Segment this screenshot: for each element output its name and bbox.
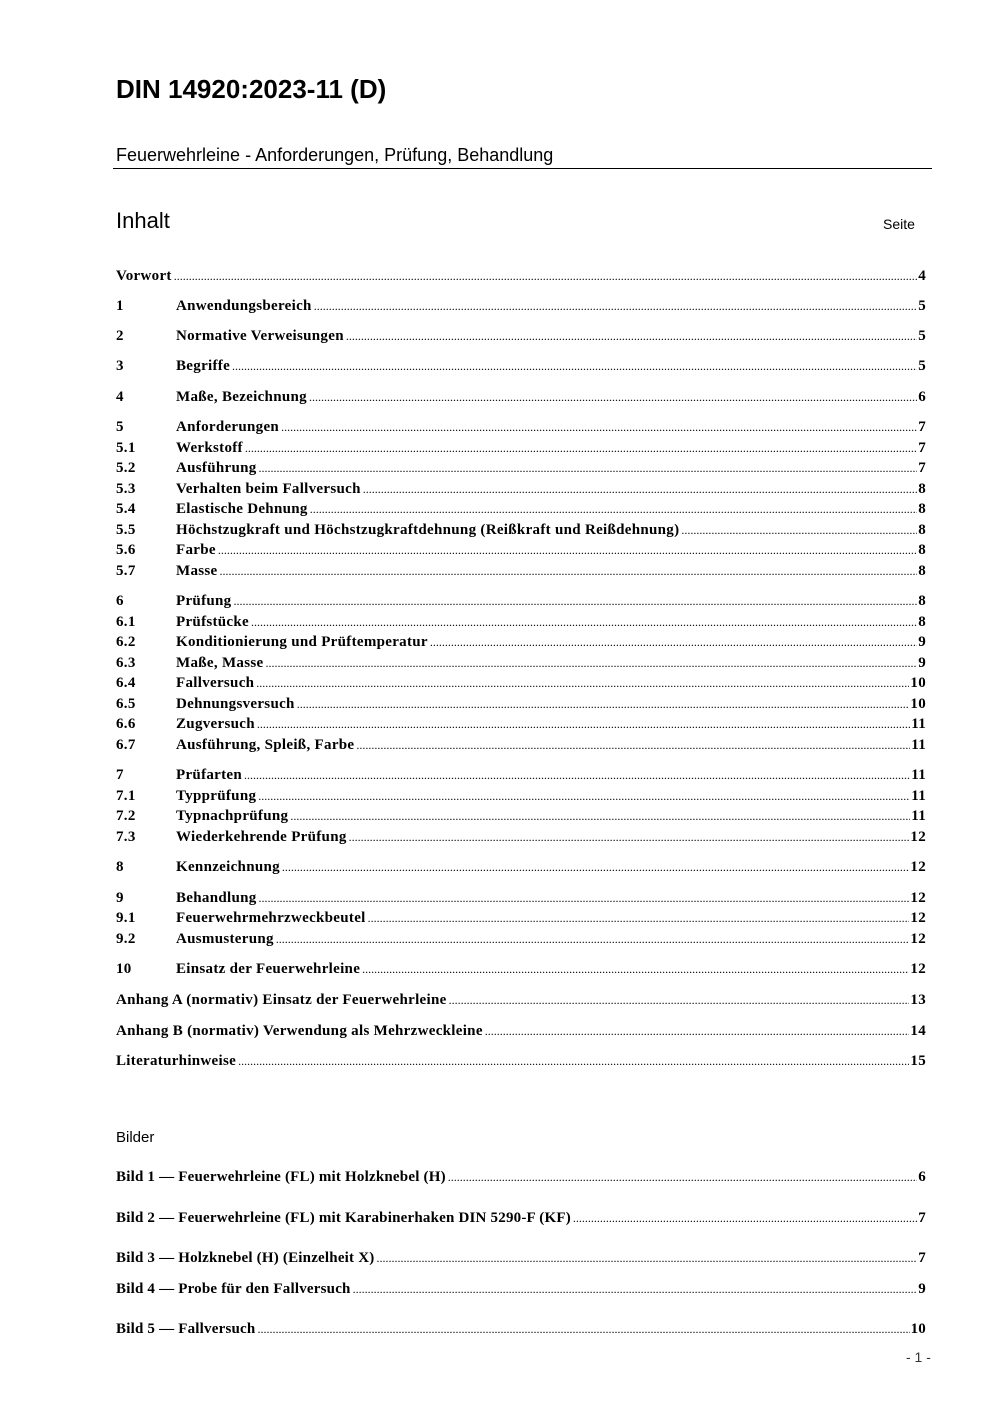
toc-entry [116, 440, 926, 459]
toc-page-column-label: Seite [883, 216, 915, 232]
toc-entry-number: 6 [116, 593, 124, 609]
toc-entry-number: 6.3 [116, 655, 136, 671]
toc-entry [116, 298, 926, 317]
toc-entry [116, 1023, 926, 1042]
figure-entry [116, 1281, 926, 1300]
dot-leader [281, 420, 917, 435]
toc-entry-number: 5 [116, 419, 124, 435]
dot-leader [297, 697, 910, 712]
toc-entry-page: 11 [911, 808, 926, 824]
dot-leader [363, 482, 917, 497]
toc-entry-number: 5.7 [116, 563, 136, 579]
toc-entry-number: 6.6 [116, 716, 136, 732]
toc-entry-title: Begriffe [176, 358, 231, 374]
toc-entry-title: Anhang B (normativ) Verwendung als Mehrzweckleine [116, 1023, 483, 1039]
toc-entry-page: 8 [918, 522, 926, 538]
dot-leader [448, 1170, 918, 1185]
toc-entry-number: 5.6 [116, 542, 136, 558]
dot-leader [290, 809, 910, 824]
toc-entry-title: Höchstzugkraft und Höchstzugkraftdehnung (Reißkraft und Reißdehnung) [176, 522, 680, 538]
toc-entry [116, 890, 926, 909]
toc-entry [116, 419, 926, 438]
toc-entry-page: 14 [910, 1023, 926, 1039]
dot-leader [353, 1282, 918, 1297]
toc-entry-title: Maße, Bezeichnung [176, 389, 307, 405]
dot-leader [238, 1054, 909, 1069]
dot-leader [349, 830, 910, 845]
dot-leader [430, 635, 917, 650]
dot-leader [309, 390, 917, 405]
toc-entry-title: Konditionierung und Prüftemperatur [176, 634, 428, 650]
toc-entry-number: 10 [116, 961, 132, 977]
toc-entry [116, 859, 926, 878]
dot-leader [282, 860, 909, 875]
dot-leader [174, 269, 917, 284]
toc-entry-title: Fallversuch [176, 675, 255, 691]
toc-entry-title: Anforderungen [176, 419, 280, 435]
toc-entry-title: Feuerwehrmehrzweckbeutel [176, 910, 366, 926]
toc-entry-title: Einsatz der Feuerwehrleine [176, 961, 361, 977]
figure-entry [116, 1250, 926, 1269]
figure-entry-title: Bild 3 — Holzknebel (H) (Einzelheit X) [116, 1250, 375, 1266]
toc-entry [116, 522, 926, 541]
toc-entry-number: 6.1 [116, 614, 136, 630]
toc-entry [116, 829, 926, 848]
toc-entry-page: 11 [911, 737, 926, 753]
toc-entry [116, 268, 926, 287]
dot-leader [573, 1211, 917, 1226]
toc-entry [116, 1053, 926, 1072]
toc-entry-title: Typnachprüfung [176, 808, 289, 824]
toc-entry [116, 328, 926, 347]
toc-entry-number: 5.5 [116, 522, 136, 538]
toc-entry [116, 542, 926, 561]
toc-entry-number: 5.1 [116, 440, 136, 456]
toc-entry [116, 808, 926, 827]
toc-entry-title: Vorwort [116, 268, 172, 284]
toc-entry [116, 614, 926, 633]
toc-entry-page: 11 [911, 767, 926, 783]
toc-entry-number: 5.3 [116, 481, 136, 497]
toc-entry [116, 358, 926, 377]
toc-entry-page: 11 [911, 788, 926, 804]
toc-entry-page: 8 [918, 614, 926, 630]
dot-leader [376, 1251, 917, 1266]
toc-entry-page: 4 [918, 268, 926, 284]
toc-entry-page: 8 [918, 593, 926, 609]
toc-entry-number: 4 [116, 389, 124, 405]
toc-entry-number: 6.5 [116, 696, 136, 712]
figure-entry-title: Bild 4 — Probe für den Fallversuch [116, 1281, 351, 1297]
dot-leader [258, 789, 910, 804]
toc-entry-page: 10 [910, 696, 926, 712]
dot-leader [233, 594, 917, 609]
toc-entry-title: Typprüfung [176, 788, 257, 804]
toc-entry-number: 7.3 [116, 829, 136, 845]
dot-leader [314, 299, 918, 314]
toc-entry-page: 10 [910, 675, 926, 691]
toc-entry-title: Literaturhinweise [116, 1053, 237, 1069]
dot-leader [259, 891, 910, 906]
toc-entry-page: 7 [918, 419, 926, 435]
toc-entry-title: Prüfstücke [176, 614, 249, 630]
toc-entry-page: 9 [918, 655, 926, 671]
figure-entry-title: Bild 5 — Fallversuch [116, 1321, 256, 1337]
toc-entry-page: 7 [918, 440, 926, 456]
toc-entry-number: 7.2 [116, 808, 136, 824]
toc-entry-number: 3 [116, 358, 124, 374]
toc-entry [116, 737, 926, 756]
toc-entry-page: 12 [910, 931, 926, 947]
dot-leader [218, 543, 917, 558]
toc-entry-title: Kennzeichnung [176, 859, 280, 875]
toc-entry-number: 9.1 [116, 910, 136, 926]
toc-entry-title: Elastische Dehnung [176, 501, 308, 517]
dot-leader [356, 738, 910, 753]
toc-entry [116, 563, 926, 582]
toc-entry-page: 12 [910, 961, 926, 977]
figure-entry-title: Bild 1 — Feuerwehrleine (FL) mit Holzknebel (H) [116, 1169, 446, 1185]
figure-entry-title: Bild 2 — Feuerwehrleine (FL) mit Karabinerhaken DIN 5290-F (KF) [116, 1210, 571, 1226]
toc-entry-page: 8 [918, 563, 926, 579]
toc-entry-title: Prüfung [176, 593, 232, 609]
page-number: - 1 - [906, 1349, 931, 1365]
document-subtitle: Feuerwehrleine - Anforderungen, Prüfung, Behandlung [116, 145, 554, 165]
toc-entry-number: 7 [116, 767, 124, 783]
toc-entry-page: 12 [910, 859, 926, 875]
toc-entry [116, 910, 926, 929]
figure-entry-page: 7 [918, 1210, 926, 1226]
toc-entry-title: Masse [176, 563, 218, 579]
dot-leader [310, 502, 918, 517]
toc-entry [116, 593, 926, 612]
toc-entry [116, 481, 926, 500]
dot-leader [244, 768, 910, 783]
toc-entry-page: 12 [910, 910, 926, 926]
toc-entry [116, 501, 926, 520]
toc-entry-number: 6.7 [116, 737, 136, 753]
toc-entry-page: 9 [918, 634, 926, 650]
toc-entry-page: 6 [918, 389, 926, 405]
toc-entry-number: 6.4 [116, 675, 136, 691]
figure-entry-page: 9 [918, 1281, 926, 1297]
toc-entry [116, 655, 926, 674]
toc-entry [116, 716, 926, 735]
dot-leader [257, 717, 910, 732]
toc-entry-page: 13 [910, 992, 926, 1008]
toc-entry-title: Verhalten beim Fallversuch [176, 481, 361, 497]
toc-heading: Inhalt [116, 208, 170, 233]
toc-entry-number: 5.4 [116, 501, 136, 517]
figure-entry [116, 1169, 926, 1188]
toc-entry-title: Farbe [176, 542, 216, 558]
toc-entry [116, 767, 926, 786]
figure-entry [116, 1321, 926, 1340]
toc-entry-number: 9 [116, 890, 124, 906]
toc-entry-title: Ausführung, Spleiß, Farbe [176, 737, 355, 753]
toc-entry-title: Ausmusterung [176, 931, 274, 947]
toc-entry [116, 992, 926, 1011]
toc-entry-title: Normative Verweisungen [176, 328, 344, 344]
toc-entry [116, 788, 926, 807]
toc-entry-number: 2 [116, 328, 124, 344]
dot-leader [362, 962, 909, 977]
toc-entry-title: Maße, Masse [176, 655, 264, 671]
toc-entry-page: 5 [918, 298, 926, 314]
dot-leader [256, 676, 909, 691]
figure-entry-page: 6 [918, 1169, 926, 1185]
title-divider [113, 168, 932, 169]
toc-entry-title: Anwendungsbereich [176, 298, 312, 314]
dot-leader [276, 932, 910, 947]
toc-entry-page: 12 [910, 829, 926, 845]
toc-entry-title: Prüfarten [176, 767, 243, 783]
figure-entry-page: 7 [918, 1250, 926, 1266]
dot-leader [257, 1322, 909, 1337]
toc-entry-page: 8 [918, 501, 926, 517]
dot-leader [259, 461, 918, 476]
toc-entry-number: 6.2 [116, 634, 136, 650]
toc-entry-page: 8 [918, 481, 926, 497]
toc-entry [116, 634, 926, 653]
dot-leader [485, 1024, 910, 1039]
toc-entry-number: 7.1 [116, 788, 136, 804]
toc-entry-number: 9.2 [116, 931, 136, 947]
toc-entry [116, 931, 926, 950]
dot-leader [346, 329, 917, 344]
dot-leader [251, 615, 917, 630]
toc-entry [116, 460, 926, 479]
toc-entry-number: 8 [116, 859, 124, 875]
figure-entry-page: 10 [910, 1321, 926, 1337]
toc-entry-title: Werkstoff [176, 440, 243, 456]
toc-entry-page: 5 [918, 358, 926, 374]
toc-entry-title: Dehnungsversuch [176, 696, 295, 712]
dot-leader [368, 911, 910, 926]
dot-leader [265, 656, 917, 671]
toc-entry-page: 12 [910, 890, 926, 906]
document-id: DIN 14920:2023-11 (D) [116, 74, 387, 104]
toc-entry-title: Ausführung [176, 460, 257, 476]
dot-leader [245, 441, 917, 456]
toc-entry [116, 696, 926, 715]
toc-entry-page: 8 [918, 542, 926, 558]
toc-entry-title: Behandlung [176, 890, 257, 906]
dot-leader [681, 523, 917, 538]
toc-entry-page: 11 [911, 716, 926, 732]
toc-entry [116, 961, 926, 980]
dot-leader [449, 993, 910, 1008]
toc-entry-number: 1 [116, 298, 124, 314]
toc-entry-number: 5.2 [116, 460, 136, 476]
dot-leader [220, 564, 918, 579]
toc-entry-page: 15 [910, 1053, 926, 1069]
toc-entry [116, 389, 926, 408]
figures-heading: Bilder [116, 1129, 155, 1146]
figure-entry [116, 1210, 926, 1229]
toc-entry [116, 675, 926, 694]
toc-entry-title: Zugversuch [176, 716, 255, 732]
toc-entry-title: Anhang A (normativ) Einsatz der Feuerwehrleine [116, 992, 447, 1008]
toc-entry-page: 5 [918, 328, 926, 344]
dot-leader [232, 359, 917, 374]
toc-entry-page: 7 [918, 460, 926, 476]
toc-entry-title: Wiederkehrende Prüfung [176, 829, 347, 845]
